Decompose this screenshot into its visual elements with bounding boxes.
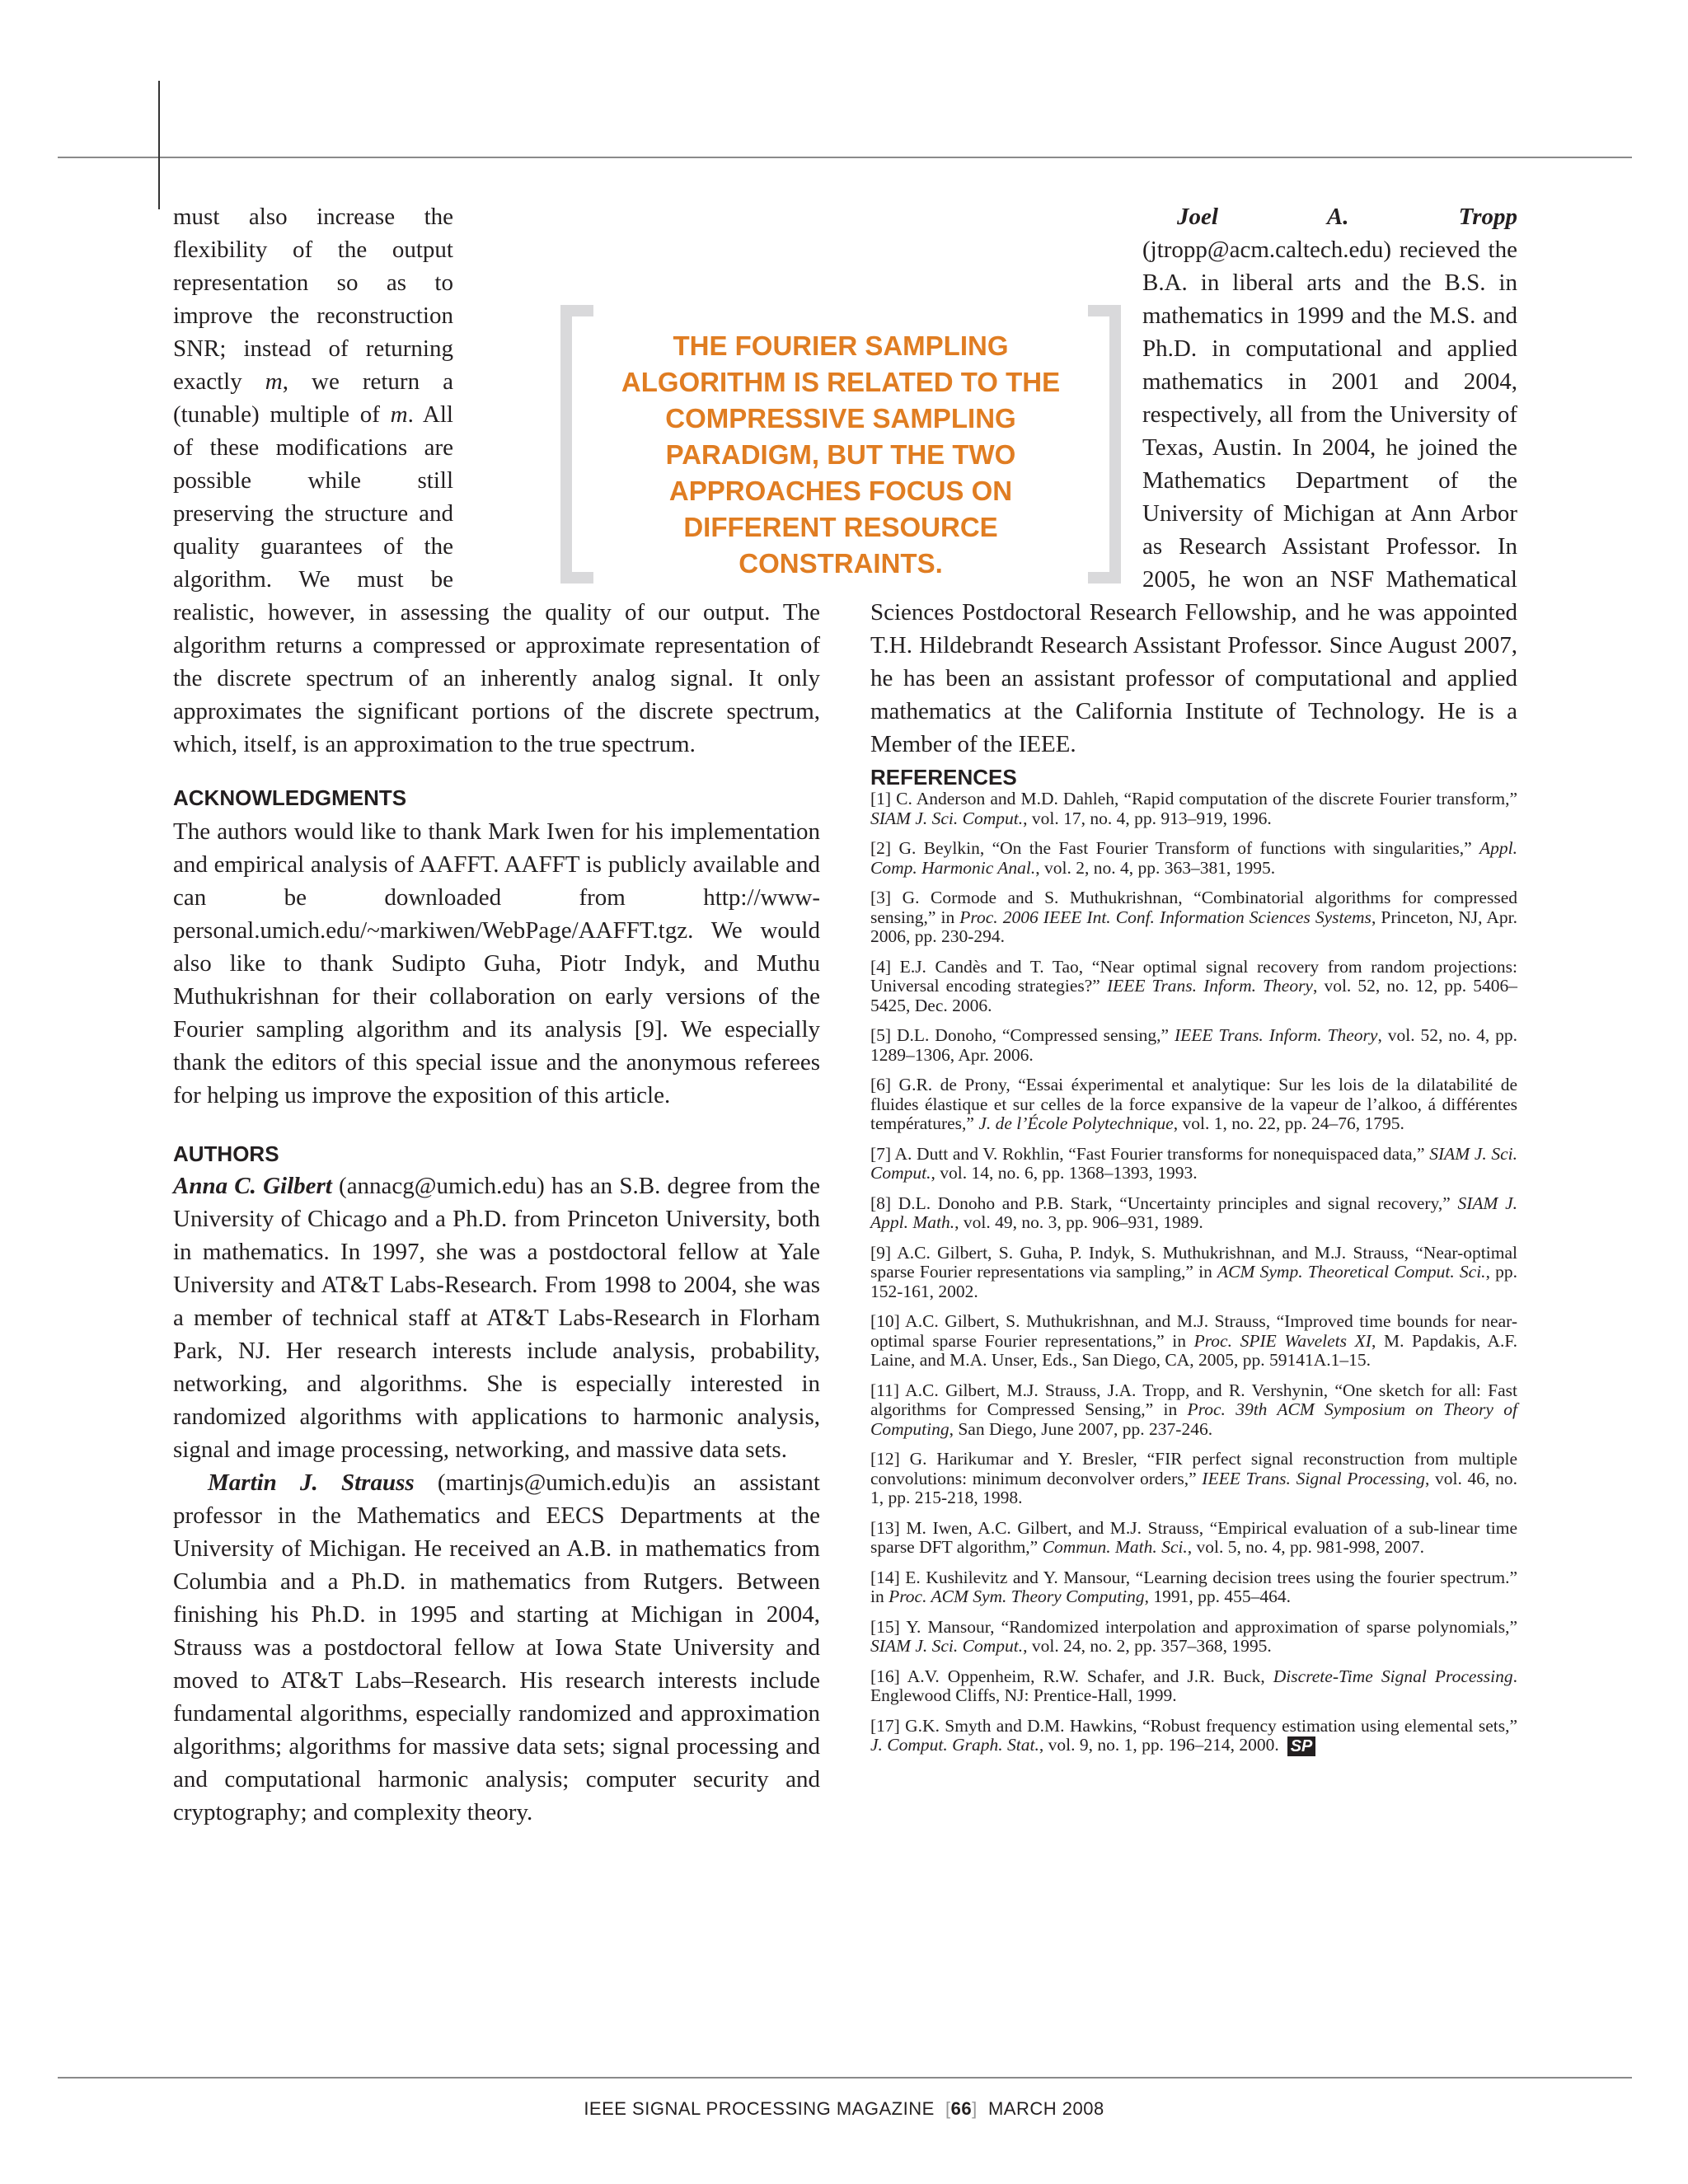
reference-item: [5] D.L. Donoho, “Compressed sensing,” IEEE Trans. Inform. Theory, vol. 52, no. 4, pp. 1289–1306, Apr. 2006.	[870, 1025, 1517, 1065]
pull-quote-text: THE FOURIER SAMPLING ALGORITHM IS RELATED TO THE COMPRESSIVE SAMPLING PARADIGM, BUT THE TWO APPROACHES FOCUS ON DIFFERENT RESOURCE CONSTRAINTS.	[621, 330, 1061, 579]
reference-item: [13] M. Iwen, A.C. Gilbert, and M.J. Strauss, “Empirical evaluation of a sub-linear time sparse DFT algorithm,” Commun. Math. Sci., vol. 5, no. 4, pp. 981-998, 2007.	[870, 1517, 1517, 1557]
reference-list	[870, 790, 1517, 1756]
acknowledgments-heading: ACKNOWLEDGMENTS	[173, 785, 407, 810]
reference-item: [9] A.C. Gilbert, S. Guha, P. Indyk, S. Muthukrishnan, and M.J. Strauss, “Near-optimal sparse Fourier representations via sampling,” in ACM Symp. Theoretical Comput. Sci., pp. 152-161, 2002.	[870, 1242, 1518, 1301]
left-column	[173, 200, 820, 1829]
reference-item: [7] A. Dutt and V. Rokhlin, “Fast Fourier transforms for nonequispaced data,” SIAM J. Sci. Comput., vol. 14, no. 6, pp. 1368–1393, 1993.	[870, 1143, 1518, 1183]
math-m: m	[265, 368, 283, 395]
top-rule	[58, 157, 1632, 158]
reference-item: [3] G. Cormode and S. Muthukrishnan, “Combinatorial algorithms for compressed sensing,” in Proc. 2006 IEEE Int. Conf. Information Sciences Systems, Princeton, NJ, Apr. 2006, pp. 230-294.	[870, 888, 1517, 946]
reference-item: [17] G.K. Smyth and D.M. Hawkins, “Robust frequency estimation using elemental sets,” J. Comput. Graph. Stat., vol. 9, no. 1, pp. 196–214, 2000. SP	[870, 1715, 1517, 1756]
reference-item: [6] G.R. de Prony, “Essai éxperimental et analytique: Sur les lois de la dilatabilité de fluides élastique et sur celles de la force expansive de la vapeur de l’alkoo, á différentes températures,” J. de l’École Polytechnique, vol. 1, no. 22, pp. 24–76, 1795.	[870, 1075, 1517, 1133]
reference-item: [1] C. Anderson and M.D. Dahleh, “Rapid computation of the discrete Fourier transform,” SIAM J. Sci. Comput., vol. 17, no. 4, pp. 913–919, 1996.	[870, 789, 1517, 828]
reference-item: [11] A.C. Gilbert, M.J. Strauss, J.A. Tropp, and R. Vershynin, “One sketch for all: Fast algorithms for Compressed Sensing,” in Proc. 39th ACM Symposium on Theory of Computing, San Diego, June 2007, pp. 237-246.	[870, 1380, 1517, 1439]
reference-item: [15] Y. Mansour, “Randomized interpolation and approximation of sparse polynomials,” SIAM J. Sci. Comput., vol. 24, no. 2, pp. 357–368, 1995.	[870, 1616, 1517, 1656]
top-margin-mark	[158, 81, 160, 209]
footer-bracket-open: [	[945, 2098, 951, 2119]
end-of-article-logo: SP	[1287, 1736, 1316, 1756]
page-number: 66	[950, 2098, 973, 2119]
reference-item: [16] A.V. Oppenheim, R.W. Schafer, and J.R. Buck, Discrete-Time Signal Processing. Englewood Cliffs, NJ: Prentice-Hall, 1999.	[870, 1666, 1518, 1705]
footer-bracket-close: ]	[972, 2098, 978, 2119]
footer-magazine: IEEE SIGNAL PROCESSING MAGAZINE	[584, 2098, 935, 2119]
author-name-gilbert: Anna C. Gilbert	[173, 1173, 332, 1199]
author-bio-tropp: Joel A. Tropp (jtropp@acm.caltech.edu) recieved the B.A. in liberal arts and the B.S. in mathematics in 1999 and the M.S. and Ph.D. in computational and applied mathematics in 2001 and 2004, respectively, all from the University of Texas, Austin. In 2004, he joined the Mathematics Department of the University of Michigan at Ann Arbor as Research Assistant Professor. In 2005, he won an NSF Mathematical Sciences Postdoctoral Research Fellowship, and he was appointed T.H. Hildebrandt Research Assistant Professor. Since August 2007, he has been an assistant professor of computational and applied mathematics at the California Institute of Technology. He is a Member of the IEEE.	[870, 204, 1517, 757]
pull-quote-wrap-space	[453, 266, 820, 573]
bottom-rule	[58, 2077, 1632, 2079]
reference-item: [14] E. Kushilevitz and Y. Mansour, “Learning decision trees using the fourier spectrum.” in Proc. ACM Sym. Theory Computing, 1991, pp. 455–464.	[870, 1567, 1517, 1606]
references-section	[870, 765, 1517, 1767]
reference-item: [8] D.L. Donoho and P.B. Stark, “Uncertainty principles and signal recovery,” SIAM J. Appl. Math., vol. 49, no. 3, pp. 906–931, 1989.	[870, 1193, 1518, 1232]
reference-item: [12] G. Harikumar and Y. Bresler, “FIR perfect signal reconstruction from multiple convolutions: minimum deconvolver orders,” IEEE Trans. Signal Processing, vol. 46, no. 1, pp. 215-218, 1998.	[870, 1449, 1517, 1507]
math-m: m	[390, 401, 408, 428]
right-column	[870, 200, 1517, 761]
author-name-tropp: Joel A. Tropp	[1177, 204, 1517, 230]
reference-item: [4] E.J. Candès and T. Tao, “Near optimal signal recovery from random projections: Universal encoding strategies?” IEEE Trans. Inform. Theory, vol. 52, no. 12, pp. 5406–5425, Dec. 2006.	[870, 956, 1518, 1015]
authors-heading: AUTHORS	[173, 1141, 279, 1166]
author-name-strauss: Martin J. Strauss	[208, 1469, 415, 1496]
acknowledgments-text: The authors would like to thank Mark Iwen for his implementation and empirical analysis of AAFFT. AAFFT is publicly available and can be downloaded from http://www-personal.umich.edu/~markiwen/WebPage/AAFFT.tgz. We would also like to thank Sudipto Guha, Piotr Indyk, and Muthu Muthukrishnan for their collaboration on early versions of the Fourier sampling algorithm and its analysis [9]. We especially thank the editors of this special issue and the anonymous referees for helping us improve the exposition of this article.	[173, 818, 820, 1108]
intro-paragraph: must also increase the flexibility of the output representation so as to improve the reconstruction SNR; instead of returning exactly m, we return a (tunable) multiple of m. All of these modifications are possible while still preserving the structure and quality guarantees of the algorithm. We must be realistic, however, in assessing the quality of our output. The algorithm returns a compressed or approximate representation of the discrete spectrum of an inherently analog signal. It only approximates the significant portions of the discrete spectrum, which, itself, is an approximation to the true spectrum.	[173, 204, 820, 757]
footer-date: MARCH 2008	[987, 2098, 1104, 2119]
reference-item: [2] G. Beylkin, “On the Fast Fourier Transform of functions with singularities,” Appl. Comp. Harmonic Anal., vol. 2, no. 4, pp. 363–381, 1995.	[870, 838, 1517, 878]
author-bio-gilbert: Anna C. Gilbert (annacg@umich.edu) has an S.B. degree from the University of Chicago and a Ph.D. from Princeton University, both in mathematics. In 1997, she was a postdoctoral fellow at Yale University and AT&T Labs-Research. From 1998 to 2004, she was a member of technical staff at AT&T Labs-Research in Florham Park, NJ. Her research interests include analysis, probability, networking, and algorithms. She is especially interested in randomized algorithms with applications to harmonic analysis, signal and image processing, networking, and massive data sets.	[173, 1173, 820, 1463]
author-bio-strauss: Martin J. Strauss (martinjs@umich.edu)is an assistant professor in the Mathematics and EECS Departments at the University of Michigan. He received an A.B. in mathematics from Columbia and a Ph.D. in mathematics from Rutgers. Between finishing his Ph.D. in 1995 and starting at Michigan in 2004, Strauss was a postdoctoral fellow at Iowa State University and moved to AT&T Labs–Research. His research interests include fundamental algorithms, especially randomized and approximation algorithms; algorithms for massive data sets; signal processing and and computational harmonic analysis; computer security and cryptography; and complexity theory.	[173, 1469, 820, 1825]
references-heading: REFERENCES	[870, 765, 1017, 790]
pull-quote-wrap-space	[870, 266, 1142, 573]
reference-item: [10] A.C. Gilbert, S. Muthukrishnan, and M.J. Strauss, “Improved time bounds for near-optimal sparse Fourier representations,” in Proc. SPIE Wavelets XI, M. Papdakis, A.F. Laine, and M.A. Unser, Eds., San Diego, CA, 2005, pp. 59141A.1–15.	[870, 1311, 1518, 1370]
page-footer	[0, 2098, 1688, 2120]
